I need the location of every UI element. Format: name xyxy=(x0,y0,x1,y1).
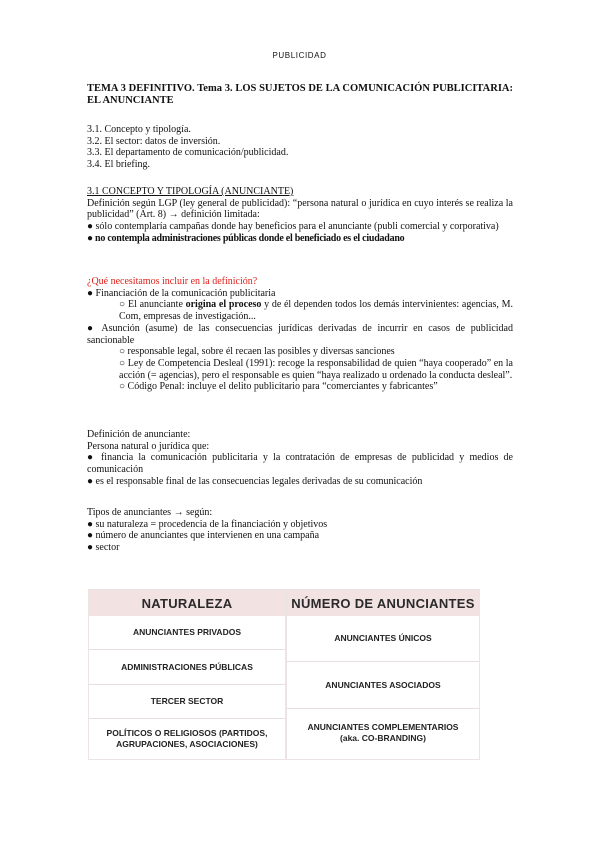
financing-sub: ○ El anunciante origina el proceso y de él dependen todos los demás intervinientes: agencias, M. Com, empresas de investigación... xyxy=(119,299,513,323)
advertiser-definition xyxy=(87,429,513,488)
legal-responsible-sub: ○ responsable legal, sobre él recaen las posibles y diversas sanciones xyxy=(119,346,395,358)
numero-item: ANUNCIANTES COMPLEMENTARIOS (aka. CO-BRANDING) xyxy=(307,722,459,743)
toc-item: 3.4. El briefing. xyxy=(87,159,151,171)
naturaleza-item: TERCER SECTOR xyxy=(89,685,285,719)
types-heading: Tipos de anunciantes → según: xyxy=(87,507,213,518)
section-heading: 3.1 CONCEPTO Y TIPOLOGÍA (ANUNCIANTE) xyxy=(87,186,294,197)
financing-bullet: ● Financiación de la comunicación publicitaria xyxy=(87,287,276,299)
definition-bullet-finance: ● financia la comunicación publicitaria y la contratación de empresas de publicidad y medios de comunicación xyxy=(87,452,513,476)
naturaleza-column xyxy=(88,589,286,760)
definition-heading: Definición de anunciante: xyxy=(87,429,191,440)
type-item: ● número de anunciantes que intervienen en una campaña xyxy=(87,530,320,542)
type-item: ● su naturaleza = procedencia de la financiación y objetivos xyxy=(87,518,328,530)
page-header: PUBLICIDAD xyxy=(272,51,327,60)
definition-bullet-responsible: ● es el responsable final de las consecuencias legales derivadas de su comunicación xyxy=(87,475,423,487)
numero-column xyxy=(286,589,480,760)
naturaleza-item: ADMINISTRACIONES PÚBLICAS xyxy=(89,650,285,685)
toc-item: 3.2. El sector: datos de inversión. xyxy=(87,135,221,147)
numero-header: NÚMERO DE ANUNCIANTES xyxy=(287,590,479,616)
type-item: ● sector xyxy=(87,542,120,554)
inclusion-block xyxy=(87,276,513,393)
naturaleza-item: ANUNCIANTES PRIVADOS xyxy=(89,616,285,650)
toc-item: 3.1. Concepto y tipología. xyxy=(87,124,191,135)
naturaleza-item: POLÍTICOS O RELIGIOSOS (PARTIDOS, AGRUPACIONES, ASOCIACIONES) xyxy=(106,728,268,749)
numero-item: ANUNCIANTES ÚNICOS xyxy=(287,616,479,662)
table-of-contents xyxy=(87,124,513,171)
naturaleza-header: NATURALEZA xyxy=(89,590,285,616)
definition-intro: Persona natural o jurídica que: xyxy=(87,440,210,452)
advertiser-types xyxy=(87,507,513,554)
origin-emphasis: origina el proceso xyxy=(185,299,262,311)
numero-item: ANUNCIANTES ASOCIADOS xyxy=(287,662,479,709)
document-title: TEMA 3 DEFINITIVO. Tema 3. LOS SUJETOS DE LA COMUNICACIÓN PUBLICITARIA: EL ANUNCIANTE xyxy=(87,83,513,106)
unfair-competition-sub: ○ Ley de Competencia Desleal (1991): recoge la responsabilidad de quien “haya cooperado” en la acción (= agencias), pero el responsable es quien “haya realizado u ordenado la conducta desleal”. xyxy=(119,357,513,381)
penal-code-sub: ○ Código Penal: incluye el delito publicitario para “comerciantes y fabricantes” xyxy=(119,381,438,393)
bullet-solo: ● sólo contemplaría campañas donde hay beneficios para el anunciante (publi comercial y corporativa) xyxy=(87,221,499,233)
assumption-bullet: ● Asunción (asume) de las consecuencias jurídicas derivadas de incurrir en casos de publicidad sancionable xyxy=(87,322,513,346)
lgp-definition: Definición según LGP (ley general de publicidad): “persona natural o jurídica en cuyo interés se realiza la publicidad” (Art. 8) → definición limitada: xyxy=(87,197,513,221)
toc-item: 3.3. El departamento de comunicación/publicidad. xyxy=(87,147,289,159)
bullet-no-contempla: ● no contempla administraciones públicas donde el beneficiado es el ciudadano xyxy=(87,232,405,244)
question-heading: ¿Qué necesitamos incluir en la definición? xyxy=(87,276,258,287)
section-3-1 xyxy=(87,186,513,245)
